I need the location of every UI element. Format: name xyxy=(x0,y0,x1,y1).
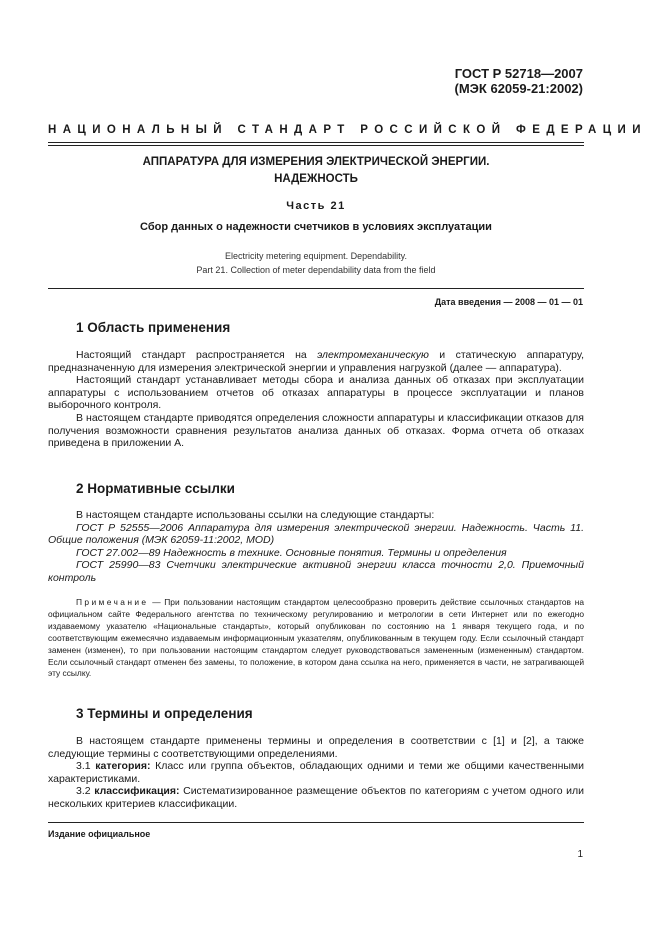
term-definition: 3.2 классификация: Систематизированное размещение объектов по категориям с учетом одного или нескольких критериев классификации. xyxy=(48,785,584,810)
term-definition: 3.1 категория: Класс или группа объектов, обладающих одними и теми же общими качественными характеристиками. xyxy=(48,760,585,785)
english-title-line2: Part 21. Collection of meter dependability data from the field xyxy=(196,265,436,275)
paragraph: В настоящем стандарте приводятся определения сложности аппаратуры и классификации отказов для получения возможности сравнения результатов анализа данных об отказах. Форма отчета об отказах приведена в приложении А. xyxy=(48,411,584,450)
page-number: 1 xyxy=(577,849,583,860)
note-label: Примечание xyxy=(76,597,149,607)
paragraph: В настоящем стандарте применены термины и определения в соответствии с [1] и [2], а также следующие термины с соответствующими определениями. xyxy=(48,735,584,760)
header-rule-bottom xyxy=(48,145,584,146)
document-subtitle: Сбор данных о надежности счетчиков в условиях эксплуатации xyxy=(140,221,492,233)
section-heading-terms: 3 Термины и определения xyxy=(76,706,253,721)
national-standard-banner: НАЦИОНАЛЬНЫЙ СТАНДАРТ РОССИЙСКОЙ ФЕДЕРАЦИИ xyxy=(48,124,647,136)
paragraph: Настоящий стандарт устанавливает методы сбора и анализа данных об отказах при эксплуатации аппаратуры с использованием отчетов об отказах аппаратуры в процессе эксплуатации и планов выборочного контроля. xyxy=(48,374,584,412)
standard-code-line1: ГОСТ Р 52718—2007 xyxy=(454,66,583,81)
section-heading-references: 2 Нормативные ссылки xyxy=(76,481,235,496)
term: категория: xyxy=(95,760,151,773)
official-edition-label: Издание официальное xyxy=(48,829,151,839)
title-line2: НАДЕЖНОСТЬ xyxy=(274,173,358,185)
reference-item: ГОСТ 25990—83 Счетчики электрические активной энергии класса точности 2,0. Приемочный контроль xyxy=(48,559,584,584)
reference-item: ГОСТ 27.002—89 Надежность в технике. Основные понятия. Термины и определения xyxy=(76,546,507,559)
section-body-terms xyxy=(48,735,584,811)
paragraph: В настоящем стандарте использованы ссылки на следующие стандарты: xyxy=(76,509,435,521)
introduction-date: Дата введения — 2008 — 01 — 01 xyxy=(434,297,583,307)
date-rule xyxy=(48,288,584,289)
italic-term: электромеханическую xyxy=(317,349,429,361)
note-text: — При пользовании настоящим стандартом целесообразно проверить действие ссылочных стандартов на официальном сайте Федерального агентства по техническому регулированию и метрологии в сети Интернет или по ежегодно издаваемому указателю «Национальные стандарты», который опубликован по состоянию на 1 января текущего года, и по соответствующим ежемесячно издаваемым информационным указателям, опубликованным в текущем году. Если ссылочный стандарт заменен (изменен), то при пользовании настоящим стандартом следует руководствоваться замененным (измененным) стандартом. Если ссылочный стандарт отменен без замены, то положение, в котором дана ссылка на него, применяется в части, не затрагивающей эту ссылку. xyxy=(48,597,584,679)
standard-code-line2: (МЭК 62059-21:2002) xyxy=(454,81,583,96)
footer-rule xyxy=(48,822,584,823)
section-body-references xyxy=(48,509,584,585)
standard-code xyxy=(455,66,583,96)
english-title xyxy=(48,249,584,277)
section-heading-scope: 1 Область применения xyxy=(76,320,231,335)
document-title xyxy=(48,154,584,188)
term: классификация: xyxy=(94,785,180,798)
title-line1: АППАРАТУРА ДЛЯ ИЗМЕРЕНИЯ ЭЛЕКТРИЧЕСКОЙ ЭНЕРГИИ. xyxy=(142,156,490,168)
english-title-line1: Electricity metering equipment. Dependability. xyxy=(225,251,407,261)
note xyxy=(48,597,584,680)
part-label: Часть 21 xyxy=(286,200,346,212)
section-body-scope xyxy=(48,349,584,450)
reference-item: ГОСТ Р 52555—2006 Аппаратура для измерения электрической энергии. Надежность. Часть 11. Общие положения (МЭК 62059-11:2002, MOD) xyxy=(48,521,584,547)
header-rule-top xyxy=(48,142,584,143)
paragraph: Настоящий стандарт распространяется на электромеханическую и статическую аппаратуру, предназначенную для измерения электрической энергии и управления нагрузкой (далее — аппаратура). xyxy=(48,349,584,374)
